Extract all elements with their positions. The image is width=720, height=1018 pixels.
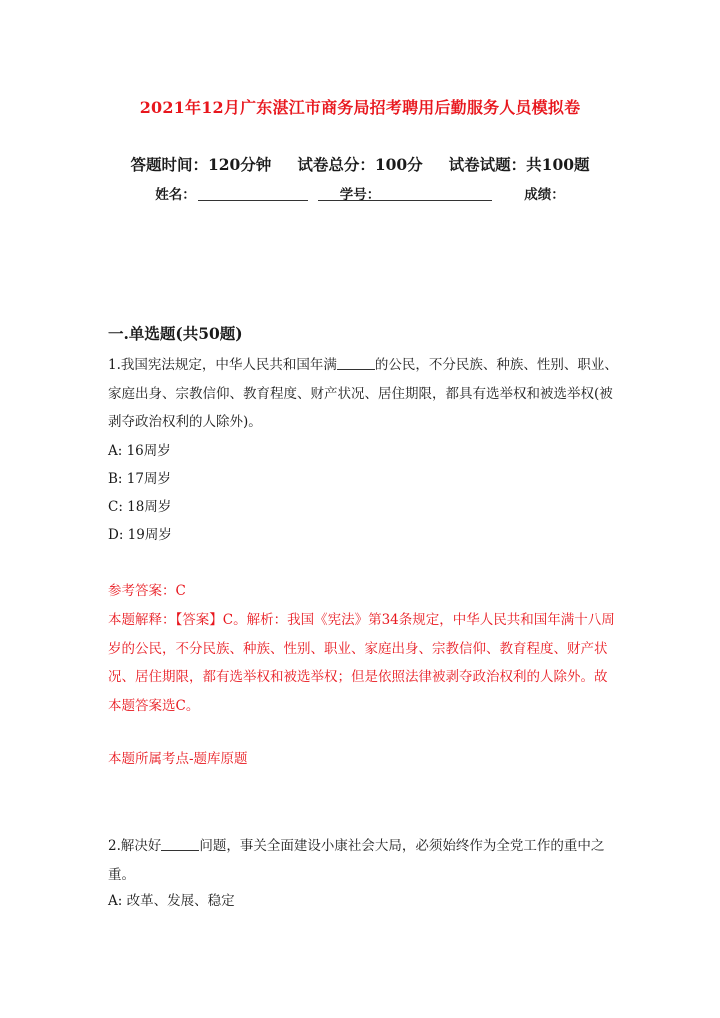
name-field xyxy=(155,187,308,203)
question-1-tag: 本题所属考点-题库原题 xyxy=(108,751,248,767)
name-label: 姓名： xyxy=(155,187,196,203)
question-1-explanation: 本题解释：【答案】C。解析：我国《宪法》第34条规定，中华人民共和国年满十八周岁的公民，不分民族、种族、性别、职业、家庭出身、宗教信仰、教育程度、财产状况、居住期限，都有选举权和被选举权；但是依照法律被剥夺政治权利的人除外。故本题答案选C。 xyxy=(108,612,615,714)
question-1-stem xyxy=(108,351,618,437)
exam-total-score: 试卷总分：100分 xyxy=(297,155,423,174)
id-blank xyxy=(382,186,492,201)
exam-time: 答题时间：120分钟 xyxy=(130,155,272,174)
exam-info xyxy=(0,153,720,175)
question-2-blank xyxy=(161,836,199,851)
question-2-stem-start: 2.解决好 xyxy=(108,838,162,854)
question-1-option-d: D: 19周岁 xyxy=(108,527,172,543)
grade-label: 成绩： xyxy=(524,187,565,203)
exam-question-count: 试卷试题：共100题 xyxy=(448,155,590,174)
id-label: 学号： xyxy=(339,187,381,203)
name-blank xyxy=(198,186,308,201)
question-1-option-b: B: 17周岁 xyxy=(108,471,171,487)
question-1-stem-end: 的公民，不分民族、种族、性别、职业、家庭出身、宗教信仰、教育程度、财产状况、居住期限，都具有选举权和被选举权(被剥夺政治权利的人除外)。 xyxy=(108,357,618,430)
question-1-stem-start: 1.我国宪法规定，中华人民共和国年满 xyxy=(108,357,337,373)
question-2-stem-end: 问题，事关全面建设小康社会大局，必须始终作为全党工作的重中之重。 xyxy=(108,838,605,883)
grade-field xyxy=(524,187,565,203)
question-1-answer: 参考答案：C xyxy=(108,583,186,599)
question-1-option-c: C: 18周岁 xyxy=(108,499,172,515)
page-title: 2021年12月广东湛江市商务局招考聘用后勤服务人员模拟卷 xyxy=(139,98,581,117)
section-title: 一.单选题(共50题) xyxy=(108,324,243,343)
question-2-stem xyxy=(108,832,618,889)
grade-blank xyxy=(318,200,422,201)
question-2-option-a: A: 改革、发展、稳定 xyxy=(108,893,235,909)
question-1-option-a: A: 16周岁 xyxy=(108,443,171,459)
question-1-blank xyxy=(337,355,375,370)
